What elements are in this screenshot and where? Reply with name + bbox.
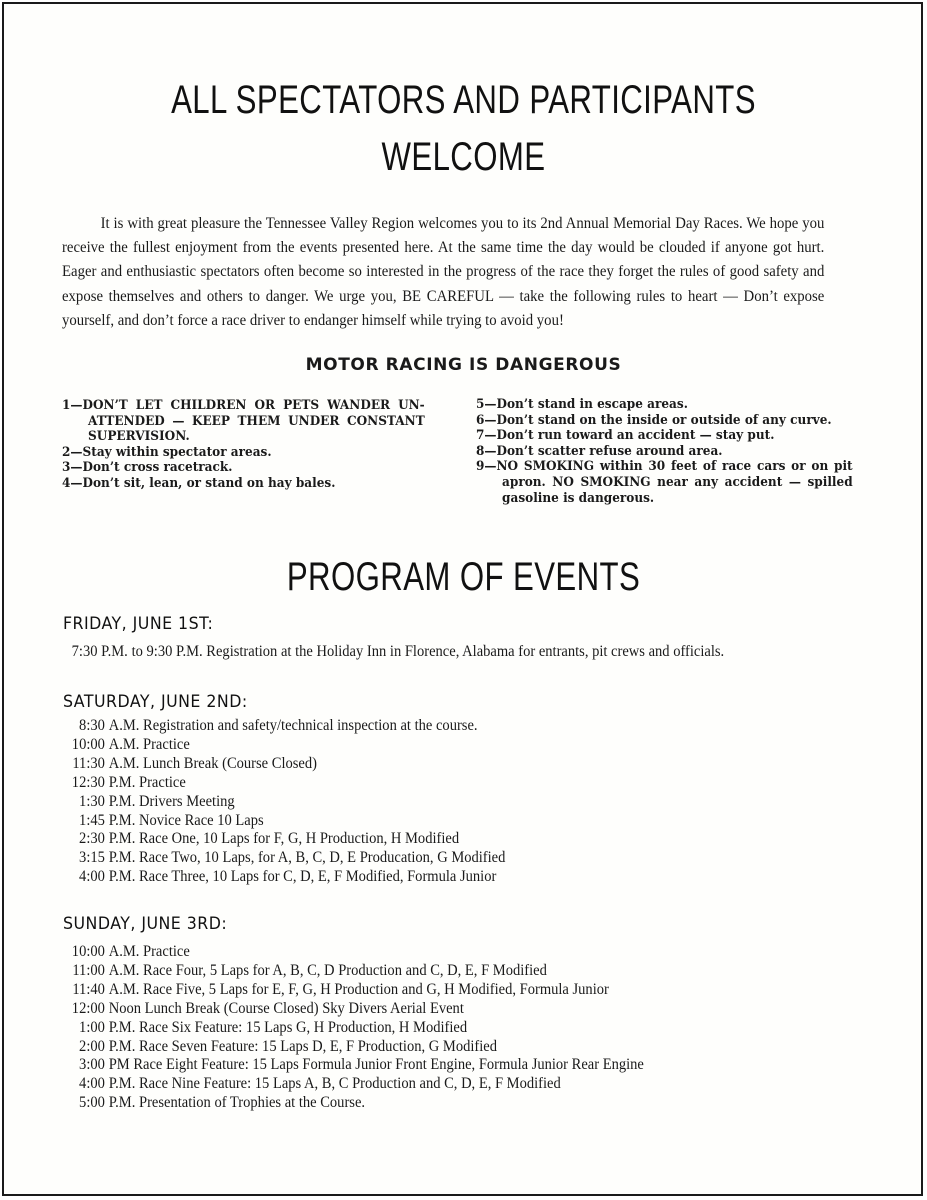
- event-row: [65, 1056, 644, 1075]
- events-friday: [65, 643, 724, 662]
- event-time: 12:00: [71, 999, 105, 1017]
- day-heading-sunday: SUNDAY, JUNE 3RD:: [63, 914, 228, 934]
- event-text: P.M. Presentation of Trophies at the Course.: [108, 1094, 366, 1112]
- event-row: [65, 943, 644, 962]
- events-saturday: [65, 717, 505, 887]
- safety-rules-left: [62, 398, 425, 492]
- day-heading-saturday: SATURDAY, JUNE 2ND:: [63, 692, 248, 712]
- event-row: [65, 812, 505, 831]
- event-time: 3:00: [79, 1056, 105, 1074]
- events-sunday: [65, 943, 644, 1113]
- event-text: P.M. Novice Race 10 Laps: [108, 811, 264, 829]
- event-time: 10:00: [71, 943, 105, 960]
- day-heading-friday: FRIDAY, JUNE 1ST:: [63, 614, 214, 634]
- event-time: 10:00: [71, 735, 105, 753]
- event-text: P.M. Race Three, 10 Laps for C, D, E, F Modified, Formula Junior: [108, 868, 497, 886]
- event-row: [65, 1019, 644, 1038]
- event-time: 3:15: [79, 849, 105, 867]
- event-row: [65, 755, 505, 774]
- event-row: [65, 717, 505, 736]
- page-subtitle-welcome: WELCOME: [381, 135, 546, 179]
- event-time: 2:00: [79, 1037, 105, 1055]
- event-time: 12:30: [71, 773, 105, 791]
- event-time: 11:30: [72, 754, 105, 772]
- event-text: A.M. Registration and safety/technical inspection at the course.: [108, 717, 478, 734]
- safety-heading: MOTOR RACING IS DANGEROUS: [305, 355, 622, 375]
- event-text: A.M. Race Five, 5 Laps for E, F, G, H Production and G, H Modified, Formula Junior: [108, 980, 609, 998]
- event-time: 4:00: [79, 868, 105, 886]
- event-time: 4:00: [79, 1075, 105, 1093]
- safety-rule: 5—Don’t stand in escape areas.: [476, 397, 688, 412]
- event-row: [65, 643, 724, 662]
- event-row: [65, 830, 505, 849]
- event-text: P.M. Race Two, 10 Laps, for A, B, C, D, E Producation, G Modified: [108, 849, 506, 867]
- event-row: [65, 736, 505, 755]
- event-row: [65, 1094, 644, 1113]
- event-text: Noon Lunch Break (Course Closed) Sky Divers Aerial Event: [108, 999, 464, 1017]
- event-time: 8:30: [79, 717, 105, 734]
- safety-rule: 1—DON’T LET CHILDREN OR PETS WANDER UN-ATTENDED — KEEP THEM UNDER CONSTANT SUPERVISION.: [62, 398, 425, 445]
- event-row: [65, 981, 644, 1000]
- event-time: 5:00: [79, 1094, 105, 1112]
- event-time: 2:30: [79, 830, 105, 848]
- event-text: P.M. Practice: [108, 773, 186, 791]
- safety-rules-right: [476, 397, 853, 506]
- safety-rule: 6—Don’t stand on the inside or outside of any curve.: [476, 412, 832, 428]
- event-text: P.M. Race Nine Feature: 15 Laps A, B, C Production and C, D, E, F Modified: [108, 1075, 561, 1093]
- event-row: [65, 793, 505, 812]
- safety-rule: 3—Don’t cross racetrack.: [62, 460, 233, 476]
- event-time: 11:40: [72, 980, 105, 998]
- event-row: [65, 1038, 644, 1057]
- safety-rule: 2—Stay within spectator areas.: [62, 444, 272, 460]
- event-text: P.M. Race One, 10 Laps for F, G, H Production, H Modified: [108, 830, 460, 848]
- program-heading: PROGRAM OF EVENTS: [286, 555, 641, 599]
- event-text: P.M. Race Seven Feature: 15 Laps D, E, F Production, G Modified: [108, 1037, 497, 1055]
- event-text: P.M. Drivers Meeting: [108, 792, 235, 810]
- safety-rule: 4—Don’t sit, lean, or stand on hay bales.: [62, 475, 336, 491]
- event-time: 1:00: [79, 1018, 105, 1036]
- event-time: 11:00: [72, 961, 105, 979]
- event-time: 1:45: [79, 811, 105, 829]
- event-text: A.M. Lunch Break (Course Closed): [108, 754, 317, 772]
- safety-rule: 7—Don’t run toward an accident — stay put.: [476, 428, 775, 444]
- safety-rule: 8—Don’t scatter refuse around area.: [476, 443, 723, 459]
- event-text: P.M. Race Six Feature: 15 Laps G, H Production, H Modified: [108, 1018, 468, 1036]
- event-row: [65, 868, 505, 887]
- event-row: [65, 1075, 644, 1094]
- intro-paragraph: It is with great pleasure the Tennessee Valley Region welcomes you to its 2nd Annual Memorial Day Races. We hope you receive the fullest enjoyment from the events presented here. At the same time the day would be clouded if anyone got hurt. Eager and enthusiastic spectators often become so interested in the progress of the race they forget the rules of good safety and expose themselves and others to danger. We urge you, BE CAREFUL — take the following rules to heart — Don’t expose yourself, and don’t force a race driver to endanger himself while trying to avoid you!: [62, 215, 825, 329]
- safety-rule: 9—NO SMOKING within 30 feet of race cars or on pit apron. NO SMOKING near any accident — spilled gasoline is dangerous.: [476, 459, 853, 506]
- event-text: to 9:30 P.M. Registration at the Holiday Inn in Florence, Alabama for entrants, pit crews and officials.: [131, 643, 725, 660]
- event-row: [65, 962, 644, 981]
- event-text: A.M. Practice: [108, 943, 190, 960]
- event-time: 1:30: [79, 792, 105, 810]
- event-row: [65, 774, 505, 793]
- event-text: A.M. Practice: [108, 735, 190, 753]
- page-title: ALL SPECTATORS AND PARTICIPANTS: [171, 78, 756, 122]
- event-row: [65, 849, 505, 868]
- event-text: A.M. Race Four, 5 Laps for A, B, C, D Production and C, D, E, F Modified: [108, 961, 547, 979]
- event-time: 7:30 P.M.: [71, 643, 128, 660]
- event-row: [65, 1000, 644, 1019]
- event-text: PM Race Eight Feature: 15 Laps Formula Junior Front Engine, Formula Junior Rear Engine: [108, 1056, 644, 1074]
